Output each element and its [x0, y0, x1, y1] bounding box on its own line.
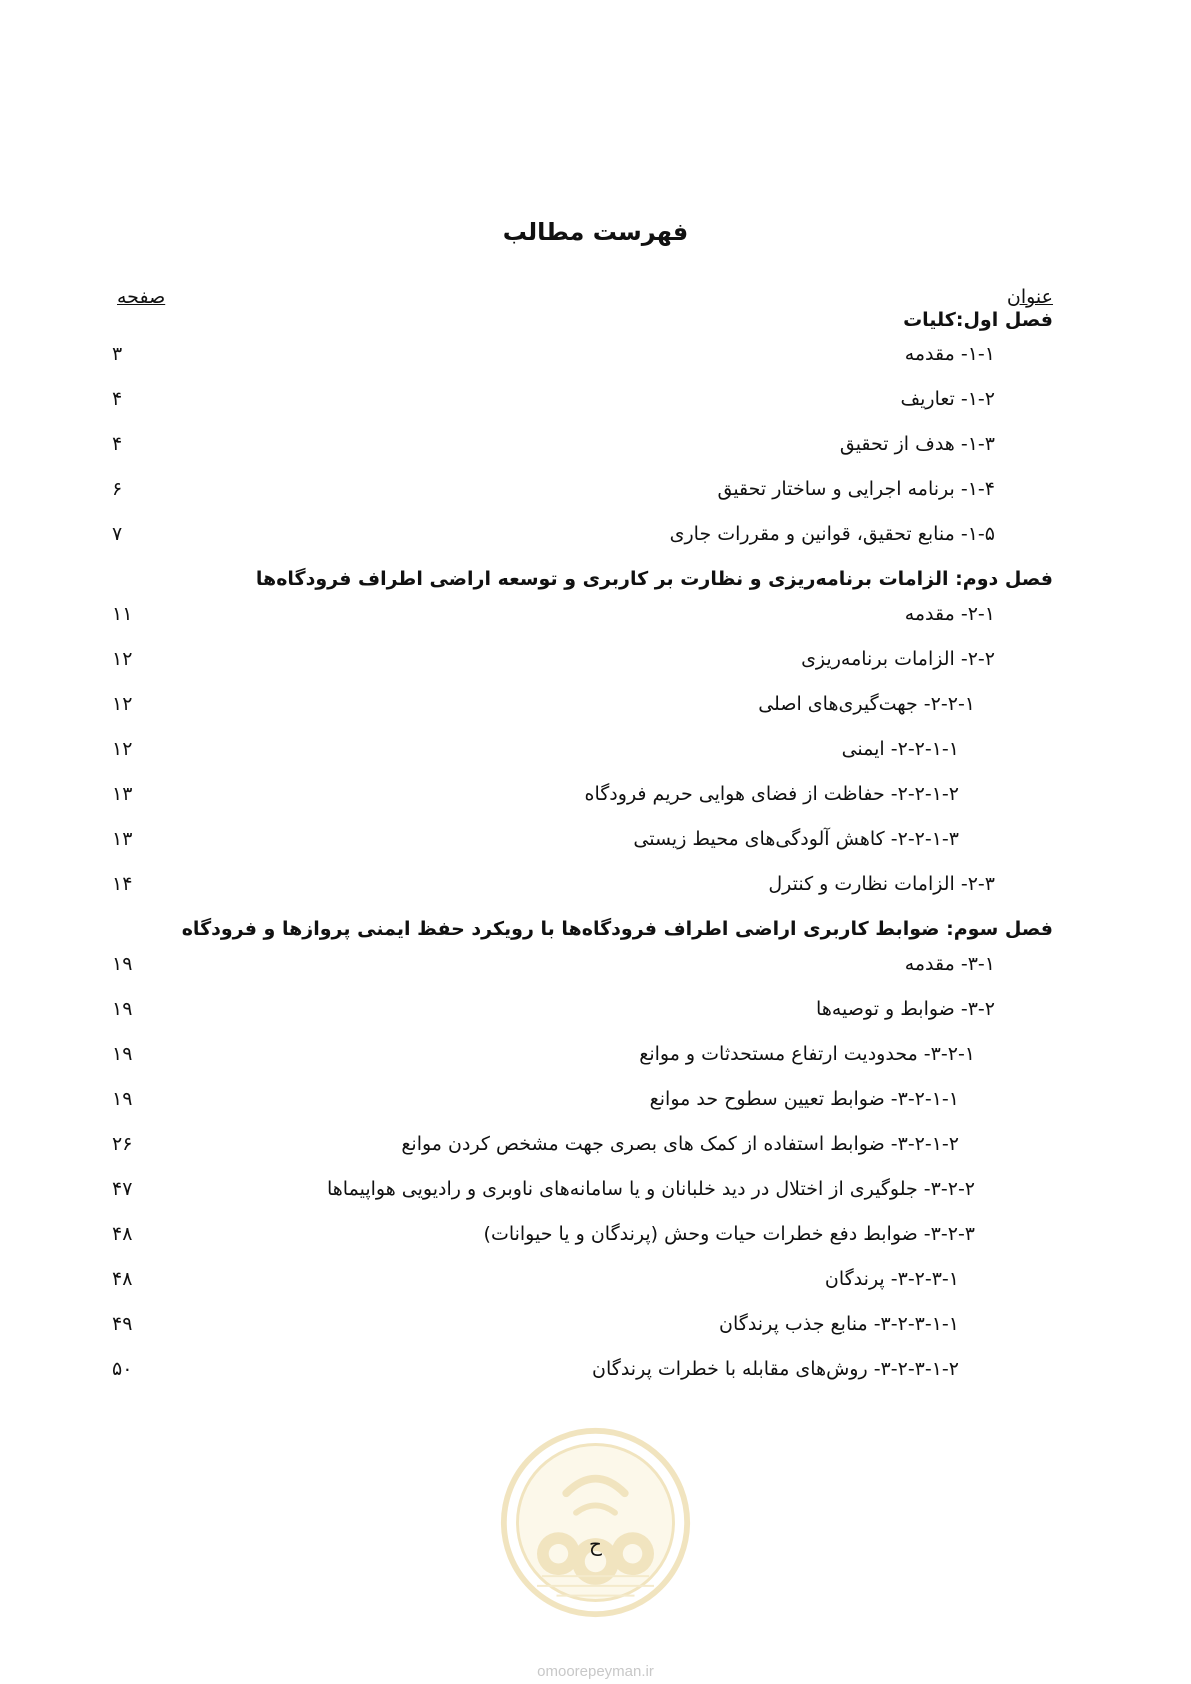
- toc-row[interactable]: [0, 642, 1191, 676]
- toc-entry-label: ۳-۲-۱-۱- ضوابط تعیین سطوح حد موانع: [649, 1088, 959, 1110]
- toc-chapter[interactable]: [0, 303, 1191, 337]
- toc-entry-label: ۲-۲-۱-۲- حفاظت از فضای هوایی حریم فرودگاه: [584, 783, 959, 805]
- toc-page-number: ۱۱: [112, 603, 133, 625]
- toc-entry-label: ۳-۲-۳- ضوابط دفع خطرات حیات وحش (پرندگان و یا حیوانات): [483, 1223, 975, 1245]
- toc-page-number: ۴: [112, 433, 123, 455]
- toc-entry-label: ۳-۲-۳-۱-۲- روش‌های مقابله با خطرات پرندگان: [592, 1358, 959, 1380]
- toc-chapter[interactable]: [0, 562, 1191, 596]
- toc-entry-label: ۳-۲-۱-۲- ضوابط استفاده از کمک های بصری جهت مشخص کردن موانع: [401, 1133, 959, 1155]
- toc-page-number: ۶: [112, 478, 123, 500]
- toc-page-number: ۱۹: [112, 953, 133, 975]
- toc-entry-label: ۱-۳- هدف از تحقیق: [839, 433, 995, 455]
- toc-row[interactable]: [0, 427, 1191, 461]
- toc-entry-label: فصل سوم: ضوابط کاربری اراضی اطراف فرودگاه‌ها با رویکرد حفظ ایمنی پروازها و فرودگاه: [181, 918, 1053, 940]
- toc-entry-label: ۳-۲-۳-۱- پرندگان: [824, 1268, 959, 1290]
- toc-page-number: ۱۹: [112, 1088, 133, 1110]
- toc-entry-label: ۲-۱- مقدمه: [904, 603, 995, 625]
- toc-page-number: ۴: [112, 388, 123, 410]
- toc-entry-label: ۳-۲- ضوابط و توصیه‌ها: [816, 998, 995, 1020]
- toc-page-number: ۴۸: [112, 1268, 133, 1290]
- toc-entry-label: ۲-۲-۱-۱- ایمنی: [841, 738, 959, 760]
- toc-page-number: ۵۰: [112, 1358, 133, 1380]
- toc-entry-label: فصل اول:کلیات: [903, 309, 1053, 331]
- toc-page-number: ۱۲: [112, 738, 133, 760]
- toc-page-number: ۱۲: [112, 648, 133, 670]
- toc-row[interactable]: [0, 472, 1191, 506]
- toc-row[interactable]: [0, 992, 1191, 1026]
- toc-entry-label: ۲-۲- الزامات برنامه‌ریزی: [801, 648, 995, 670]
- toc-row[interactable]: [0, 947, 1191, 981]
- toc-page-number: ۱۳: [112, 783, 133, 805]
- toc-row[interactable]: [0, 732, 1191, 766]
- toc-page-number: ۷: [112, 523, 123, 545]
- title-column-header: عنوان: [1006, 286, 1053, 308]
- toc-row[interactable]: [0, 1352, 1191, 1386]
- toc-row[interactable]: [0, 337, 1191, 371]
- toc-row[interactable]: [0, 777, 1191, 811]
- toc-row[interactable]: [0, 1307, 1191, 1341]
- toc-page-number: ۳: [112, 343, 123, 365]
- page-title: فهرست مطالب: [502, 218, 689, 246]
- toc-page-number: ۱۲: [112, 693, 133, 715]
- toc-entry-label: ۱-۲- تعاریف: [900, 388, 995, 410]
- toc-entry-label: ۳-۲-۲- جلوگیری از اختلال در دید خلبانان و یا سامانه‌های ناوبری و رادیویی هواپیماها: [327, 1178, 975, 1200]
- toc-entry-label: ۱-۵- منابع تحقیق، قوانین و مقررات جاری: [669, 523, 995, 545]
- toc-page-number: ۱۹: [112, 1043, 133, 1065]
- toc-page-number: ۱۹: [112, 998, 133, 1020]
- toc-row[interactable]: [0, 1082, 1191, 1116]
- toc-page-number: ۴۸: [112, 1223, 133, 1245]
- page-column-header: صفحه: [117, 286, 166, 308]
- toc-page-number: ۱۴: [112, 873, 133, 895]
- toc-entry-label: ۱-۴- برنامه اجرایی و ساختار تحقیق: [717, 478, 995, 500]
- toc-row[interactable]: [0, 517, 1191, 551]
- toc-entry-label: ۲-۳- الزامات نظارت و کنترل: [768, 873, 995, 895]
- toc-row[interactable]: [0, 1127, 1191, 1161]
- toc-row[interactable]: [0, 1037, 1191, 1071]
- watermark-seal-icon: [498, 1425, 693, 1620]
- toc-entry-label: ۲-۲-۱- جهت‌گیری‌های اصلی: [758, 693, 975, 715]
- watermark-site-text: omoorepeyman.ir: [537, 1663, 654, 1680]
- toc-row[interactable]: [0, 382, 1191, 416]
- toc-row[interactable]: [0, 1262, 1191, 1296]
- toc-entry-label: ۳-۲-۳-۱-۱- منابع جذب پرندگان: [719, 1313, 959, 1335]
- toc-page-number: ۴۹: [112, 1313, 133, 1335]
- toc-entry-label: فصل دوم: الزامات برنامه‌ریزی و نظارت بر کاربری و توسعه اراضی اطراف فرودگاه‌ها: [255, 568, 1053, 590]
- toc-page-number: ۲۶: [112, 1133, 133, 1155]
- toc-row[interactable]: [0, 687, 1191, 721]
- toc-entry-label: ۳-۲-۱- محدودیت ارتفاع مستحدثات و موانع: [639, 1043, 975, 1065]
- footer-page-number: ح: [589, 1532, 602, 1556]
- toc-page-number: ۴۷: [112, 1178, 133, 1200]
- toc-entry-label: ۲-۲-۱-۳- کاهش آلودگی‌های محیط زیستی: [633, 828, 959, 850]
- toc-row[interactable]: [0, 1172, 1191, 1206]
- toc-row[interactable]: [0, 597, 1191, 631]
- toc-entry-label: ۳-۱- مقدمه: [904, 953, 995, 975]
- toc-entry-label: ۱-۱- مقدمه: [904, 343, 995, 365]
- toc-chapter[interactable]: [0, 912, 1191, 946]
- toc-row[interactable]: [0, 867, 1191, 901]
- toc-row[interactable]: [0, 1217, 1191, 1251]
- toc-page-number: ۱۳: [112, 828, 133, 850]
- toc-row[interactable]: [0, 822, 1191, 856]
